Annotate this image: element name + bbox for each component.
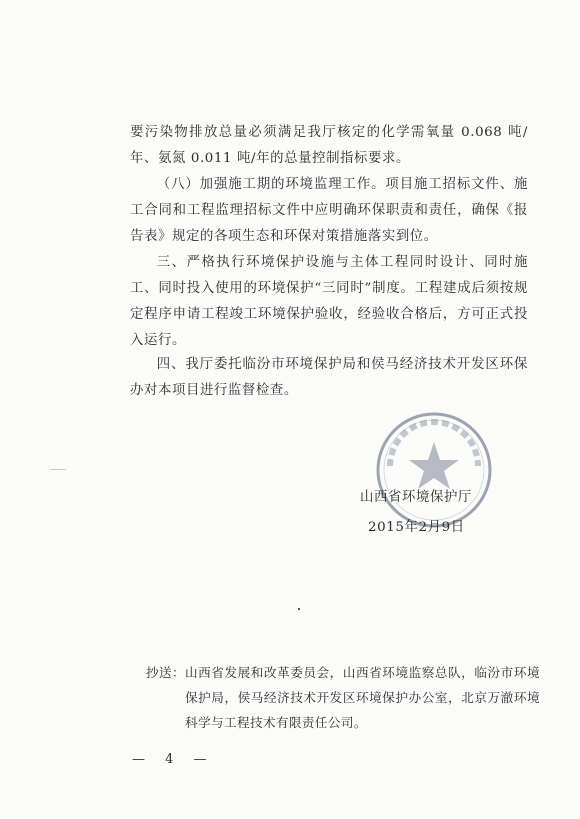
page-number: — 4 — [132, 752, 215, 767]
body-paragraph-construction-supervision: （八）加强施工期的环境监理工作。项目施工招标文件、施工合同和工程监理招标文件中应明确环保职责和责任，确保《报告表》规定的各项生态和环保对策措施落实到位。 [130, 177, 528, 244]
signing-organization: 山西省环境保护厅 [360, 490, 472, 505]
margin-mark [50, 469, 66, 470]
body-paragraph-pollutant-limits: 要污染物排放总量必须满足我厅核定的化学需氧量 0.068 吨/年、氨氮 0.011 吨/年的总量控制指标要求。 [130, 125, 528, 166]
signing-date: 2015年2月9日 [368, 520, 465, 535]
scan-speck [298, 608, 300, 610]
cc-section [146, 660, 540, 735]
body-paragraph-supervision-delegation: 四、我厅委托临汾市环境保护局和侯马经济技术开发区环保办对本项目进行监督检查。 [130, 357, 528, 398]
body-paragraph-three-simultaneous: 三、严格执行环境保护设施与主体工程同时设计、同时施工、同时投入使用的环境保护“三同时”制度。工程建成后须按规定程序申请工程竣工环境保护验收，经验收合格后，方可正式投入运行。 [130, 255, 528, 348]
cc-recipients: 山西省发展和改革委员会，山西省环境监察总队，临汾市环境保护局，侯马经济技术开发区环境保护办公室，北京万澈环境科学与工程技术有限责任公司。 [184, 665, 540, 730]
cc-label: 抄送： [146, 665, 185, 680]
